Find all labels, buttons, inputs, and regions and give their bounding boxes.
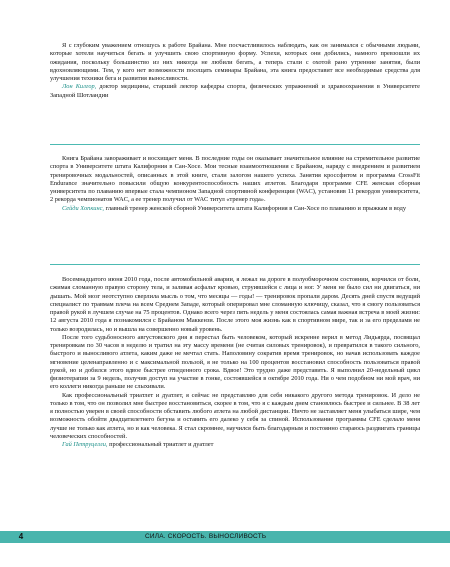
- testimonial-2-paragraph: Книга Брайана завораживает и восхищает меня. В последние годы он оказывает значительное влияние на стремительное развитие спорта в Университете штата Калифорния в Сан-Хосе. Мои тесные взаимоотношения с Брайаном, наряду с внедрением и развитием тренировочных модальностей, описанных в этой книге, стали залогом нашего успеха. Занятия кроссфитом и программа CrossFit Endurance значительно повысили общую конкурентоспособность наших атлетов. Благодаря программе CFE женская сборная университета по плаванию впервые стала чемпионом Западной спортивной конференции (WAC), установив 11 рекордов университета, 2 рекорда чемпионатов WAC, а ее тренер получил от WAC титул «тренер года».: [50, 155, 420, 204]
- testimonial-1-credit: доктор медицины, старший лектор кафедры спорта, физических упражнений и здравоохранения в Университете Западной Шотландии: [50, 83, 420, 99]
- section-divider-2: [50, 264, 420, 265]
- running-footer-title: СИЛА. СКОРОСТЬ. ВЫНОСЛИВОСТЬ: [145, 533, 267, 540]
- testimonial-1-signature: [50, 83, 420, 100]
- testimonial-3-paragraph-1: Восемнадцатого июня 2010 года, после автомобильной аварии, я лежал на дороге в полуобморочном состоянии, корчился от боли, сжимая сломанную правую сторону тела, и заливая асфальт кровью, струившейся с лица и ног. У меня не было сил ни двигаться, ни дышать. Мой мозг неотступно сверлила мысль о том, что месяцы — годы! — тренировок пропали даром. Десять дней спустя ведущий специалист по травмам плеча на всем Среднем Западе, который оперировал мне сломанную ключицу, сказал, что я смогу пользоваться правой рукой в лучшем случае на 75 процентов. Однако всего через пять недель у меня состоялась самая важная встреча в моей жизни: 12 августа 2010 года я познакомился с Брайаном Маккензи. После этого моя жизнь как в спортивном мире, так и за его пределами не только возродилась, но и вышла на совершенно новый уровень.: [50, 276, 420, 333]
- testimonial-1: [50, 42, 420, 100]
- testimonial-3-paragraph-2: После того судьбоносного августовского дня я перестал быть человеком, который искренне верил в метод Лидьярда, посвящал тренировкам по 30 часов в неделю и тратил на эту массу времени (не считая силовых тренировок), и превратился в такого сильного, быстрого и выносливого атлета, каким даже не мечтал стать. Наполовину сократив время тренировок, но начав использовать каждое мгновение целенаправленно и с максимальной пользой, я не только на 100 процентов восстановил способность пользоваться правой рукой, но и добился этого вдвое быстрее отведенного срока. Вдвое! Это трудно даже представить. Я выполнил 20-недельный цикл физиотерапии за 9 недель, получив доступ на участие в гонке, состоявшейся в октябре 2010 года. Ни о чем подобном ни мой врач, ни его коллеги никогда раньше не слыхивали.: [50, 333, 420, 391]
- testimonial-2-credit: главный тренер женской сборной Университета штата Калифорния в Сан-Хосе по плаванию и прыжкам в воду: [105, 204, 407, 212]
- testimonial-2-signature: [50, 205, 420, 213]
- testimonial-3-credit: профессиональный триатлет и дуатлет: [109, 441, 214, 448]
- testimonial-2: [50, 155, 420, 213]
- section-divider-1: [50, 144, 420, 145]
- testimonial-3-author: Гай Петруцелли,: [62, 441, 108, 448]
- testimonial-2-author: Сейди Хопкинс,: [62, 204, 105, 212]
- testimonial-3-paragraph-3: Как профессиональный триатлет и дуатлет, я сейчас не представляю для себя никакого другого метода тренировок. И дело не только в том, что он позволил мне быстрее восстановиться, скорее в том, что я с каждым днем становлюсь быстрее и сильнее. В 38 лет я полностью уверен в своей способности обставить любого атлета на любой дистанции. Ничто не заставляет меня улыбаться шире, чем возможность обойти двадцатилетнего бегуна и оставить его далеко у себя за спиной. Использование программы CFE сделало меня лучше не только как атлета, но и как человека. Я стал скромнее, научился быть благодарным и постоянно стараюсь раздвигать границы человеческих способностей.: [50, 391, 420, 440]
- testimonial-3-signature: [50, 441, 420, 449]
- page-number: 4: [18, 532, 24, 541]
- testimonial-1-author: Лон Килгор,: [62, 83, 97, 91]
- testimonial-3: [50, 276, 420, 449]
- testimonial-1-paragraph: Я с глубоким уважением отношусь к работе Брайана. Мне посчастливилось наблюдать, как он занимался с обычными людьми, которые хотели научиться бегать и улучшить свою спортивную форму. Успехи, которых они добились, намного превзошли их ожидания, поскольку большинство из них никогда не любили бегать, а теперь стали с охотой рано утренние занятия, были вдохновляющими. Тем, у кого нет возможности посещать семинары Брайана, эта книга предоставит все необходимые средства для улучшения техники бега и развития выносливости.: [50, 42, 420, 82]
